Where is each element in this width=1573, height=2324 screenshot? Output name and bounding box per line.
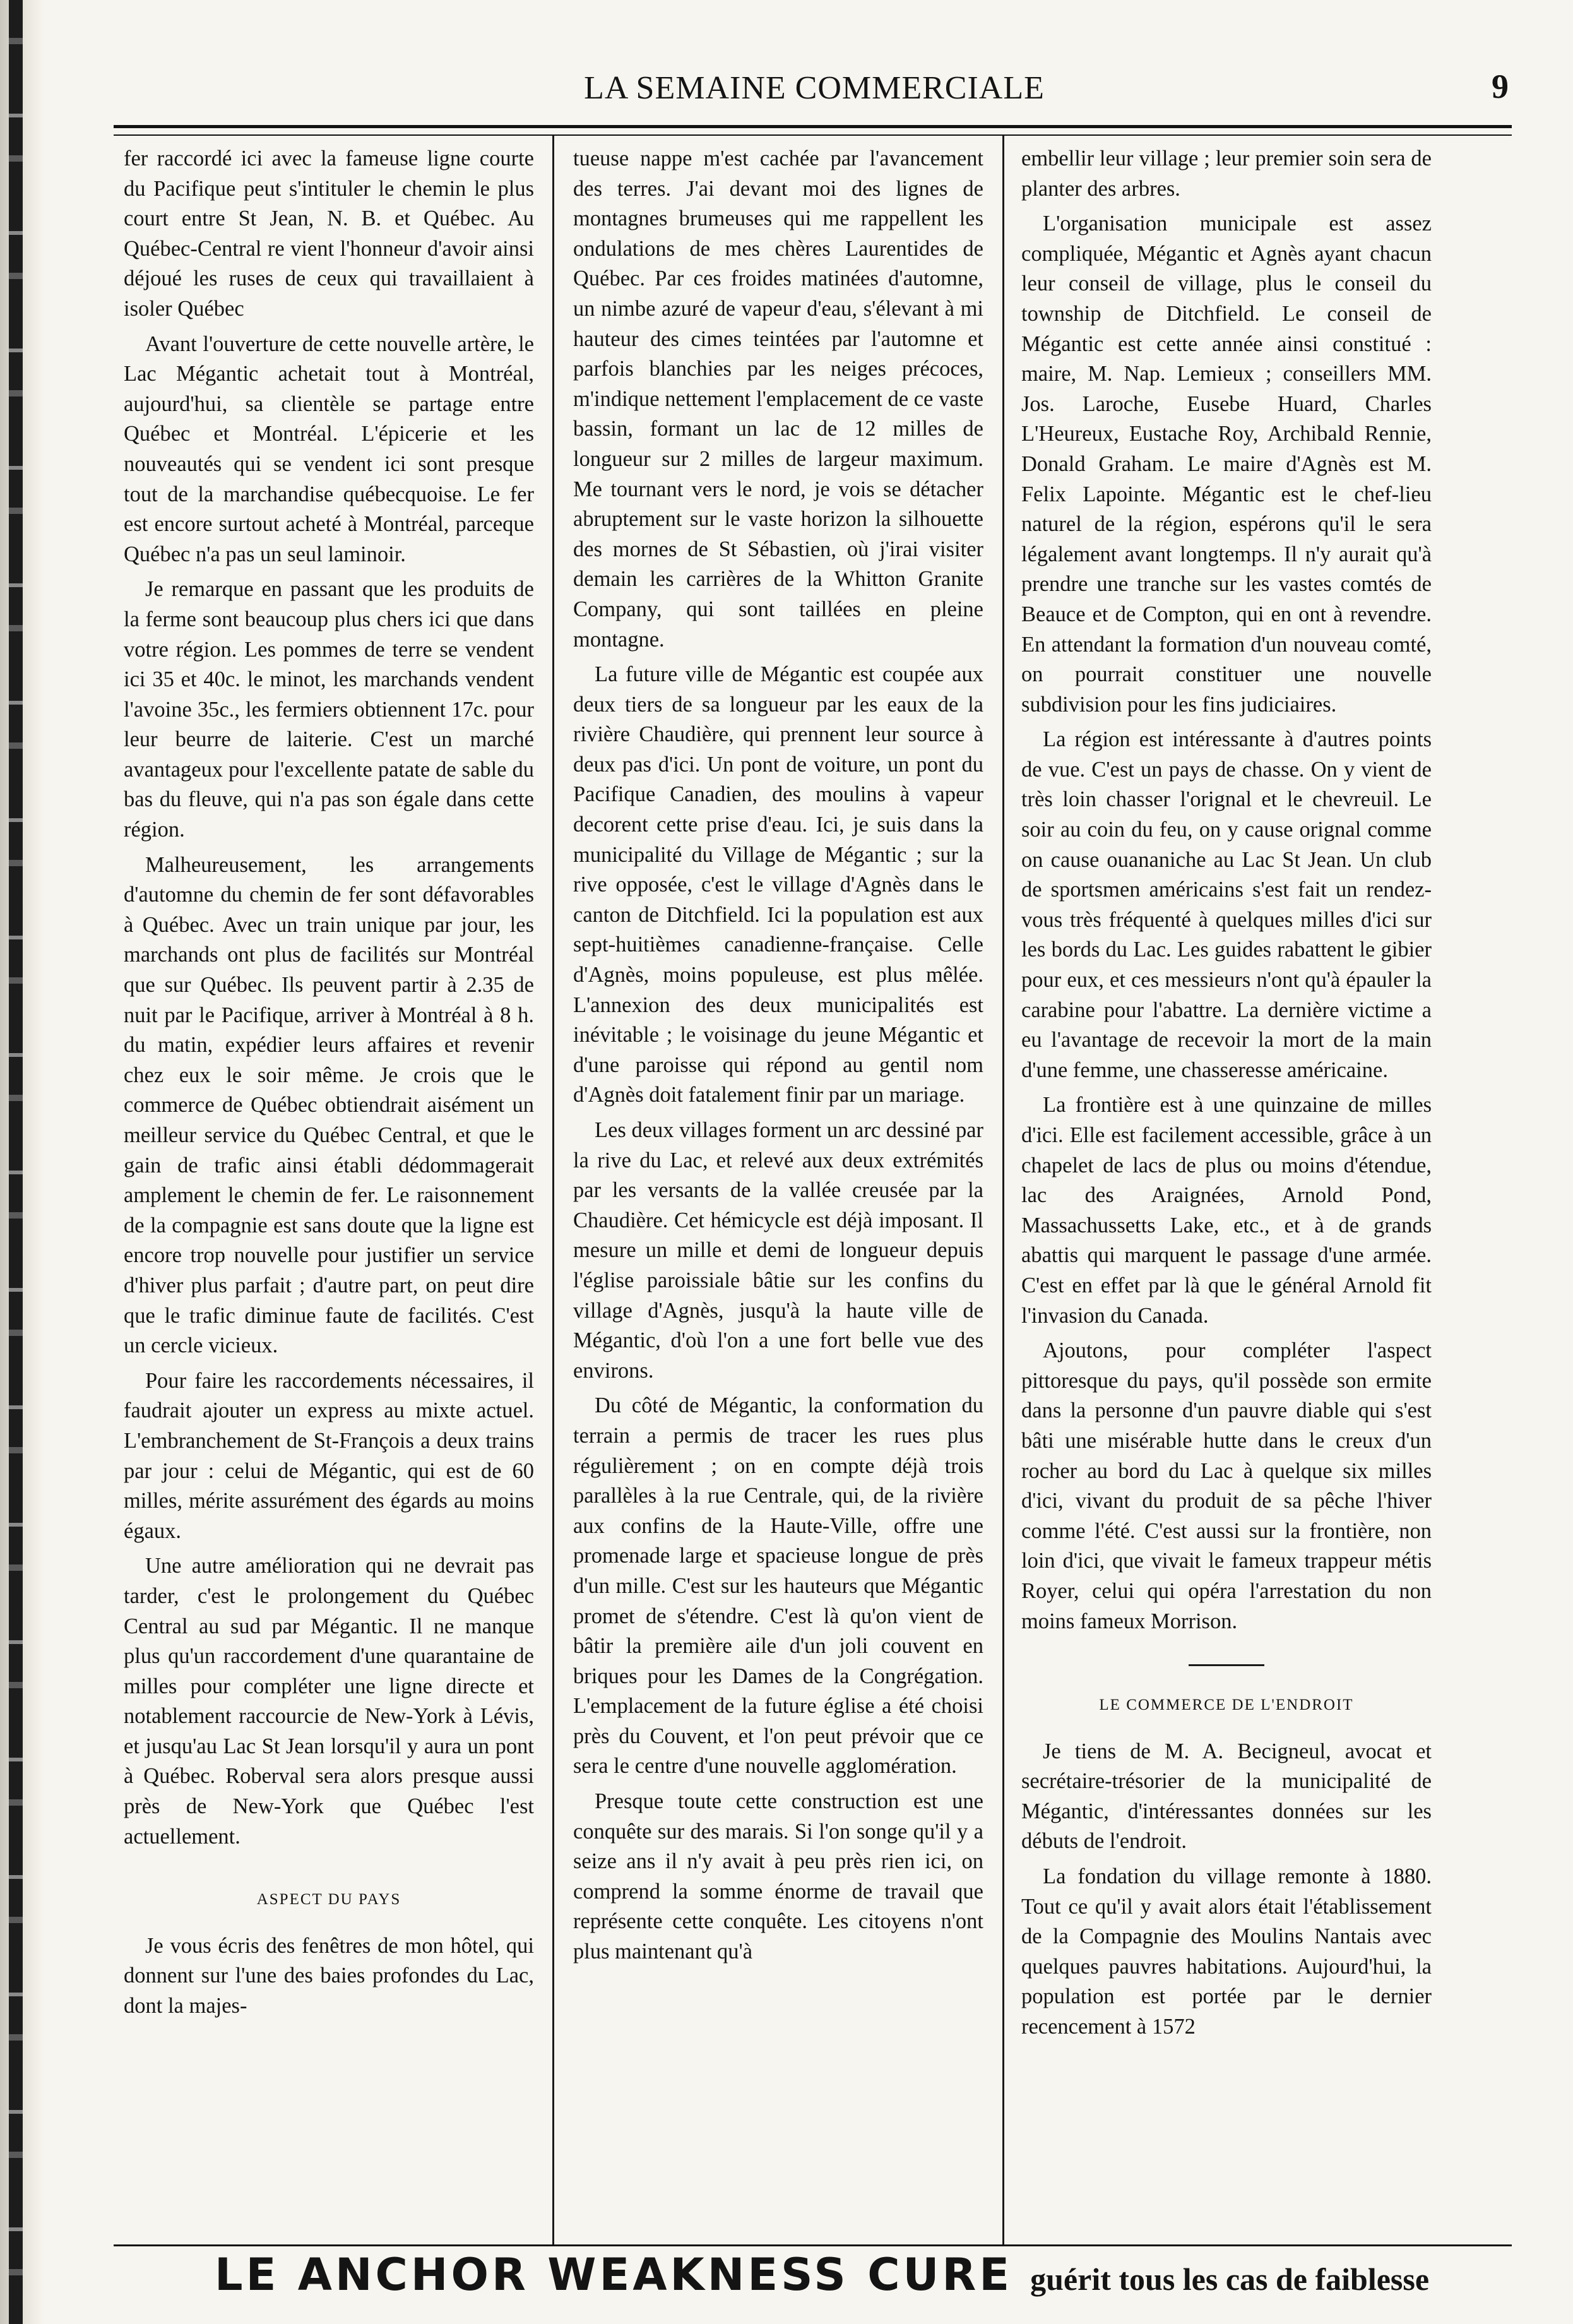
paragraph: fer raccordé ici avec la fameuse ligne courte du Pacifique peut s'intituler le chemin le plus court entre St Jean, N. B. et Québec. Au Québec-Central re vient l'honneur d'avoir ainsi déjoué les ruses de ceux qui travaillaient à isoler Québec xyxy=(124,146,534,321)
paragraph: Je vous écris des fenêtres de mon hôtel, qui donnent sur l'une des baies profondes du Lac, dont la majes- xyxy=(124,1933,534,2018)
column-divider xyxy=(552,136,554,2244)
page-header xyxy=(120,69,1509,120)
header-rule xyxy=(114,125,1512,136)
paragraph: Une autre amélioration qui ne devrait pas tarder, c'est le prolongement du Québec Central au sud par Mégantic. Il ne manque plus qu'un raccordement d'une quarantaine de milles pour compléter une ligne directe et notablement raccourcie de New-York à Lévis, et jusqu'au Lac St Jean lorsqu'il y aura un pont à Québec. Roberval sera alors presque aussi près de New-York que Québec l'est actuellement. xyxy=(124,1554,534,1849)
paragraph: tueuse nappe m'est cachée par l'avancement des terres. J'ai devant moi des lignes de montagnes brumeuses qui me rappellent les ondulations de mes chères Laurentides de Québec. Par ces froides matinées d'automne, un nimbe azuré de vapeur d'eau, s'élevant à mi hauteur des cimes teintées par l'automne et parfois blanchies par les neiges précoces, m'indique nettement l'emplacement de ce vaste bassin, formant un lac de 12 milles de longueur sur 2 milles de largeur maximum. Me tournant vers le nord, je vois se détacher abruptement sur le vaste horizon la silhouette des mornes de St Sébastien, où j'irai visiter demain les carrières de la Whitton Granite Company, qui sont taillées en pleine montagne. xyxy=(573,146,983,652)
paragraph: La future ville de Mégantic est coupée aux deux tiers de sa longueur par les eaux de la rivière Chaudière, qui prennent leur source à deux pas d'ici. Un pont de voiture, un pont du Pacifique Canadien, des moulins à vapeur decorent cette prise d'eau. Ici, je suis dans la municipalité du Village de Mégantic ; sur la rive opposée, c'est le village d'Agnès dans le canton de Ditchfield. Ici la population est aux sept-huitièmes canadienne-française. Celle d'Agnès, moins populeuse, est plus mêlée. L'annexion des deux municipalités est inévitable ; le voisinage du jeune Mégantic et d'une paroisse qui répond au gentil nom d'Agnès doit fatalement finir par un mariage. xyxy=(573,662,983,1107)
paragraph: Avant l'ouverture de cette nouvelle artère, le Lac Mégantic achetait tout à Montréal, aujourd'hui, sa clientèle se partage entre Québec et Montréal. L'épicerie et les nouveautés qui se vendent ici sont presque tout de la marchandise québecquoise. Le fer est encore surtout acheté à Montréal, parceque Québec n'a pas un seul laminoir. xyxy=(124,331,534,566)
advertisement-tagline: guérit tous les cas de faiblesse xyxy=(1030,2261,1430,2297)
paragraph: La fondation du village remonte à 1880. Tout ce qu'il y avait alors était l'établissement de la Compagnie des Moulins Nantais avec quelques pauvres habitations. Aujourd'hui, la population est portée par le dernier recencement à 1572 xyxy=(1021,1864,1432,2039)
section-separator xyxy=(1189,1664,1264,1666)
column-divider xyxy=(1002,136,1004,2244)
paragraph: Pour faire les raccordements nécessaires, il faudrait ajouter un express au mixte actuel. L'embranchement de St-François a deux trains par jour : celui de Mégantic, qui est de 60 milles, mérite assurément des égards au moins égaux. xyxy=(124,1368,534,1543)
paragraph: Presque toute cette construction est une conquête sur des marais. Si l'on songe qu'il y a seize ans il n'y avait à peu près rien ici, on comprend la somme énorme de travail que représente cette conquête. Les citoyens n'ont plus maintenant qu'à xyxy=(573,1789,983,1964)
page-number: 9 xyxy=(1492,68,1509,105)
section-heading: LE COMMERCE DE L'ENDROIT xyxy=(1099,1696,1354,1714)
footer-rule xyxy=(114,2244,1512,2246)
paragraph: embellir leur village ; leur premier soin sera de planter des arbres. xyxy=(1021,146,1432,201)
binding-shadow xyxy=(9,0,23,2324)
article-column-2 xyxy=(573,144,983,2227)
paragraph: Malheureusement, les arrangements d'automne du chemin de fer sont défavorables à Québec. Avec un train unique par jour, les marchands ont plus de facilités sur Montréal que sur Québec. Ils peuvent partir à 2.35 de nuit par le Pacifique, arriver à Montréal à 8 h. du matin, expédier leurs affaires et revenir chez eux le soir même. Je crois que le commerce de Québec obtiendrait aisément un meilleur service du Québec Central, et que le gain de trafic ainsi établi dédommagerait amplement le chemin de fer. Le raisonnement de la compagnie est sans doute que la ligne est encore trop nouvelle pour justifier un service d'hiver plus parfait ; d'autre part, on peut dire que le trafic diminue faute de facilités. C'est un cercle vicieux. xyxy=(124,852,534,1358)
article-column-1 xyxy=(124,144,534,2227)
section-heading: ASPECT DU PAYS xyxy=(256,1891,401,1909)
paragraph: Les deux villages forment un arc dessiné par la rive du Lac, et relevé aux deux extrémités par les versants de la vallée creusée par la Chaudière. Cet hémicycle est déjà imposant. Il mesure un mille et demi de longueur depuis l'église paroissiale bâtie sur les confins du village d'Agnès, jusqu'à la haute ville de Mégantic, d'où l'on a une fort belle vue des environs. xyxy=(573,1118,983,1383)
advertisement-banner xyxy=(215,2249,1477,2318)
paragraph: Je remarque en passant que les produits de la ferme sont beaucoup plus chers ici que dans votre région. Les pommes de terre se vendent ici 35 et 40c. le minot, les marchands vendent l'avoine 35c., les fermiers obtiennent 17c. pour leur beurre de laiterie. C'est un marché avantageux pour l'excellente patate de sable du bas du fleuve, qui n'a pas son égale dans cette région. xyxy=(124,577,534,842)
paragraph: La frontière est à une quinzaine de milles d'ici. Elle est facilement accessible, grâce à un chapelet de lacs de plus ou moins d'étendue, lac des Araignées, Arnold Pond, Massachussetts Lake, etc., et à de grands abattis qui marquent le passage d'une armée. C'est en effet par là que le général Arnold fit l'invasion du Canada. xyxy=(1021,1093,1432,1328)
advertisement-headline: LE ANCHOR WEAKNESS CURE xyxy=(215,2249,1013,2301)
paragraph: Du côté de Mégantic, la conformation du terrain a permis de tracer les rues plus régulièrement ; on en compte déjà trois parallèles à la rue Centrale, qui, de la rivière aux confins de la Haute-Ville, offre une promenade large et spacieuse longue de près d'un mille. C'est sur les hauteurs que Mégantic promet de s'étendre. C'est là qu'on vient de bâtir la première aile d'un joli couvent en briques pour les Dames de la Congrégation. L'emplacement de la future église a été choisi près du Couvent, et l'on peut prévoir que ce sera le centre d'une nouvelle agglomération. xyxy=(573,1393,983,1779)
paragraph: Je tiens de M. A. Becigneul, avocat et secrétaire-trésorier de la municipalité de Mégantic, d'intéressantes données sur les débuts de l'endroit. xyxy=(1021,1739,1432,1854)
paragraph: Ajoutons, pour compléter l'aspect pittoresque du pays, qu'il possède son ermite dans la personne d'un pauvre diable qui s'est bâti une misérable hutte dans le creux d'un rocher au bord du Lac à quelque six milles d'ici, vivant du produit de sa pêche l'hiver comme l'été. C'est aussi sur la frontière, non loin d'ici, que vivait le fameux trappeur métis Royer, celui qui opéra l'arrestation du non moins fameux Morrison. xyxy=(1021,1338,1432,1633)
masthead-title: LA SEMAINE COMMERCIALE xyxy=(584,70,1045,106)
paragraph: L'organisation municipale est assez compliquée, Mégantic et Agnès ayant chacun leur conseil de village, plus le conseil du township de Ditchfield. Le conseil de Mégantic est cette année ainsi constitué : maire, M. Nap. Lemieux ; conseillers MM. Jos. Laroche, Eusebe Huard, Charles L'Heureux, Eustache Roy, Archibald Rennie, Donald Graham. Le maire d'Agnès est M. Felix Lapointe. Mégantic est le chef-lieu naturel de la région, espérons qu'il le sera légalement avant longtemps. Il n'y aurait qu'à prendre une tranche sur les vastes comtés de Beauce et de Compton, qui en ont à revendre. En attendant la formation d'un nouveau comté, on pourrait constituer une nouvelle subdivision pour les fins judiciaires. xyxy=(1021,212,1432,717)
paragraph: La région est intéressante à d'autres points de vue. C'est un pays de chasse. On y vient de très loin chasser l'orignal et le chevreuil. Le soir au coin du feu, on y cause orignal comme on cause ouananiche au Lac St Jean. Un club de sportsmen américains s'est fait un rendez-vous très fréquenté à quelques milles d'ici sur les bords du Lac. Les guides rabattent le gibier pour eux, et ces messieurs n'ont qu'à épauler la carabine pour l'abattre. La dernière victime a eu l'avantage de recevoir la mort de la main d'une femme, une chasseresse américaine. xyxy=(1021,727,1432,1082)
article-column-3 xyxy=(1021,144,1432,2227)
